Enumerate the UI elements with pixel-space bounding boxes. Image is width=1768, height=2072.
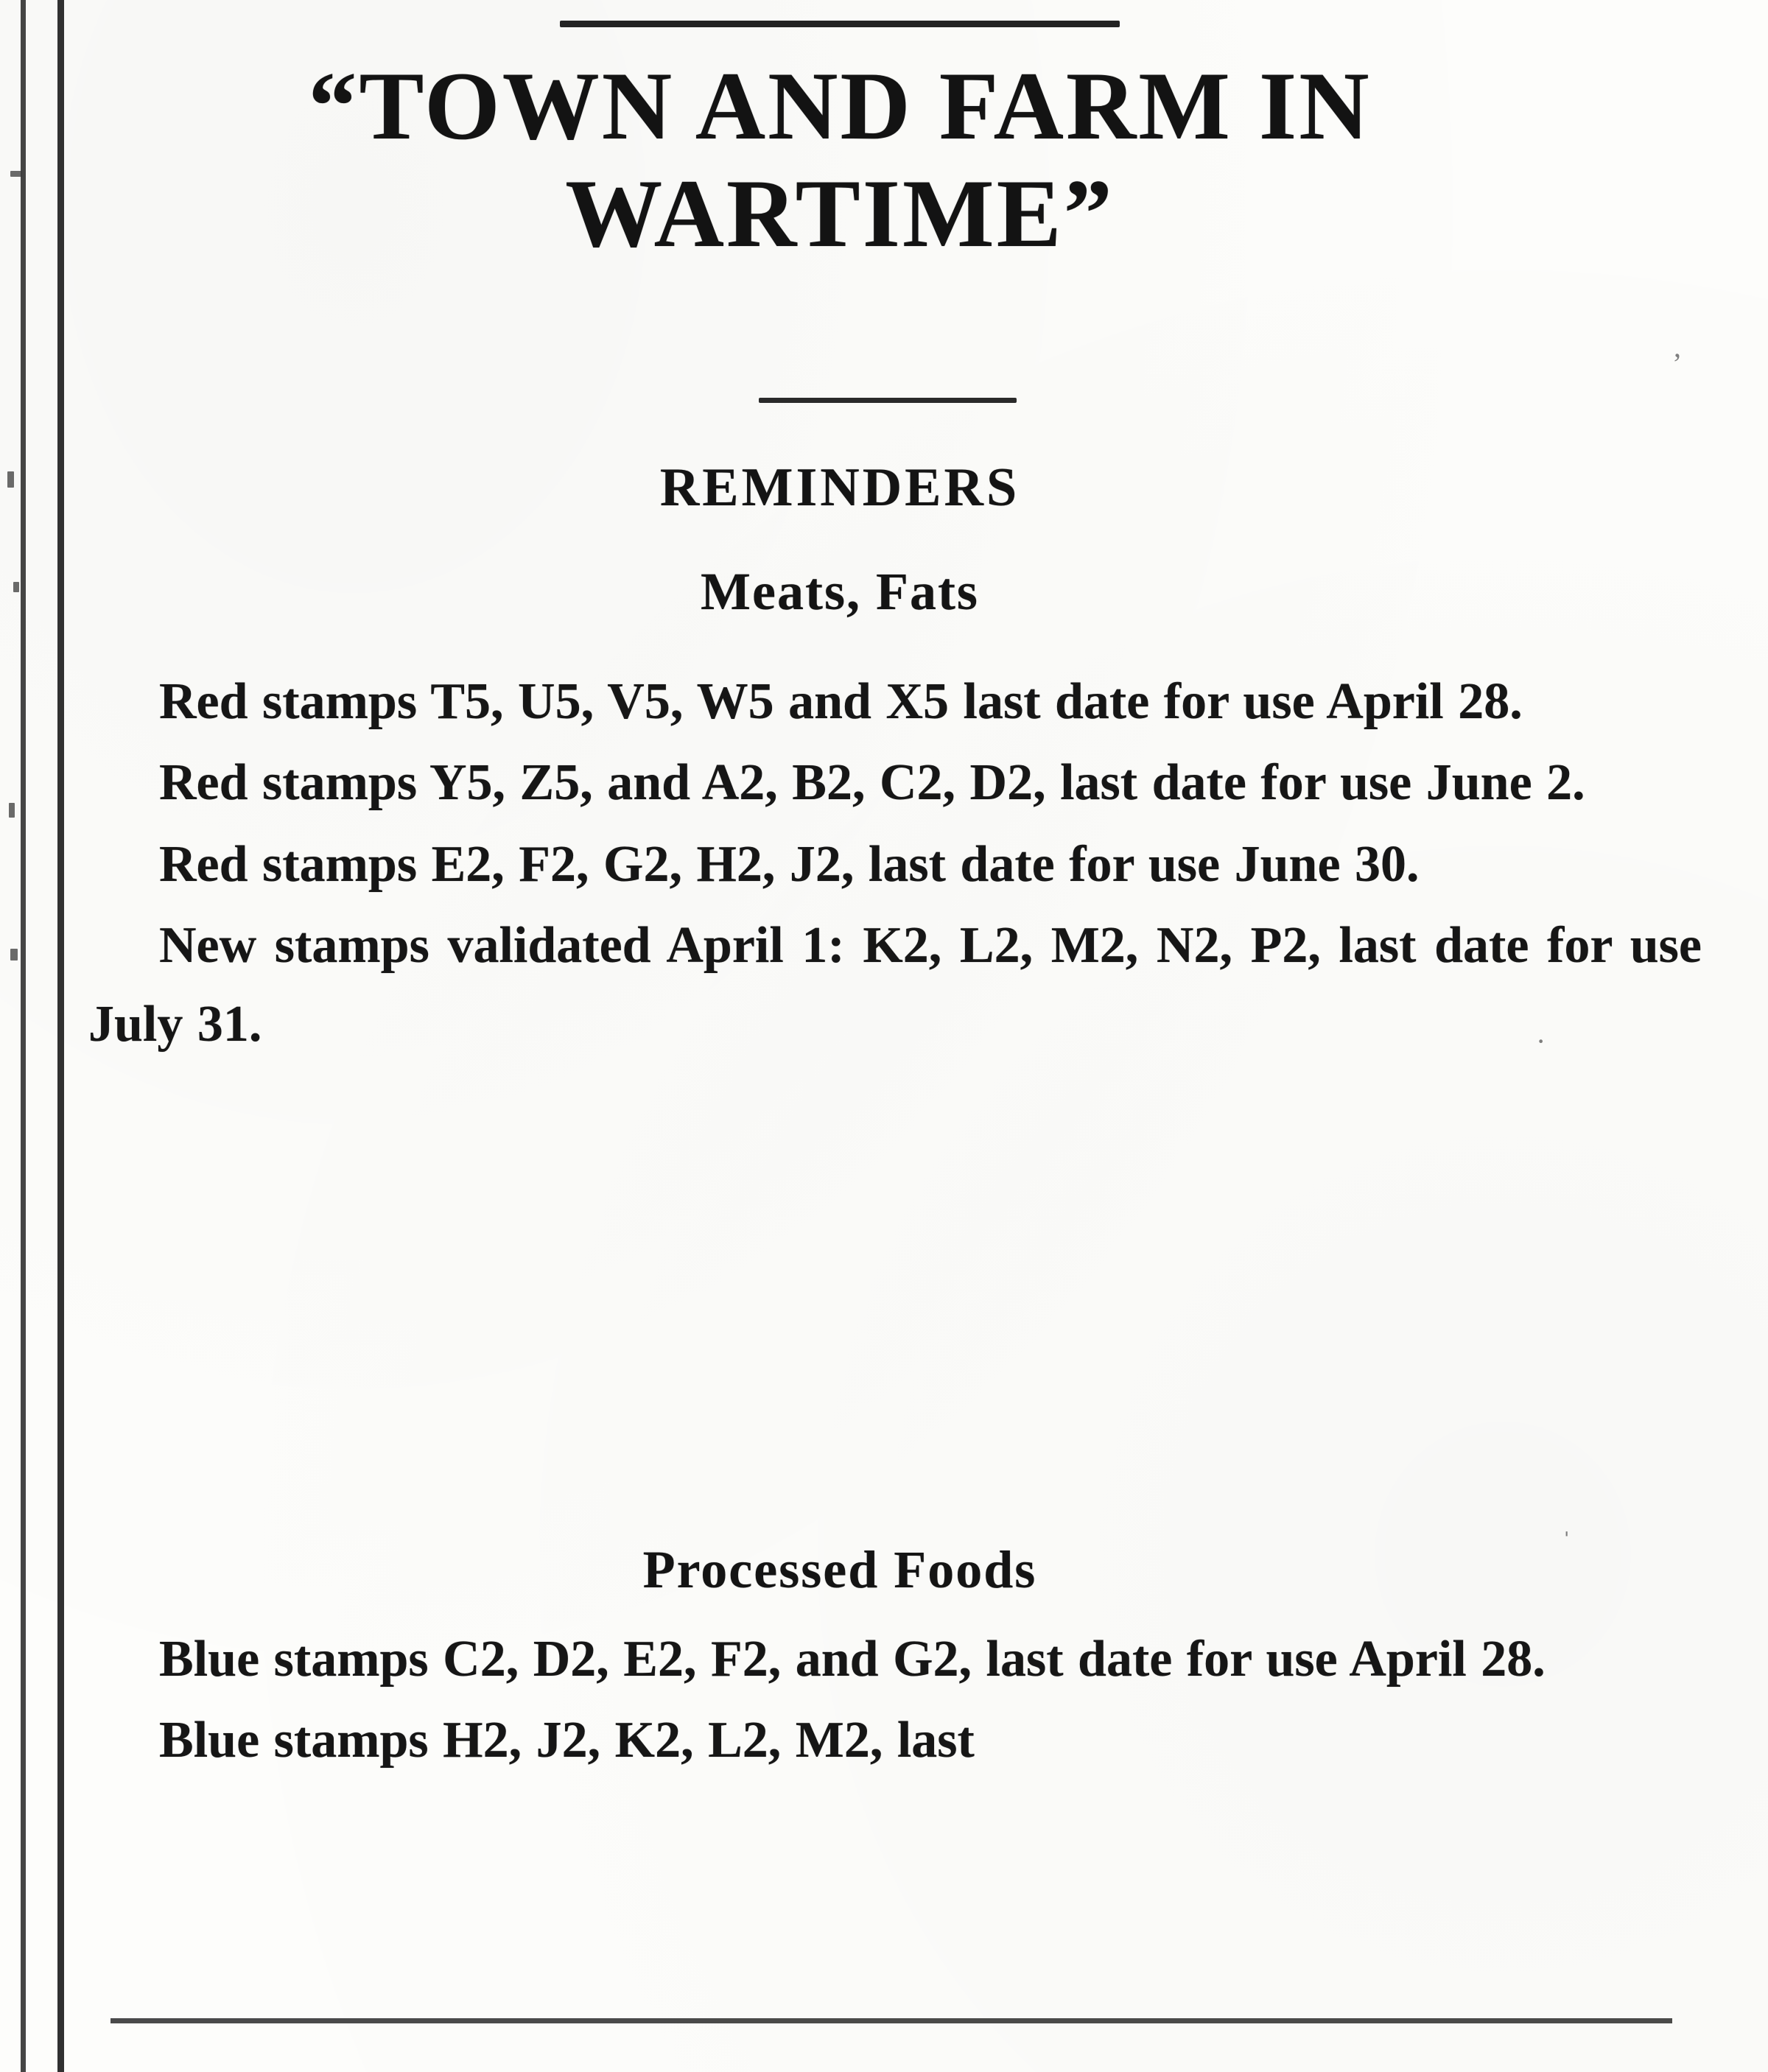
column-rule-outer: [21, 0, 26, 2072]
paragraph: New stamps validated April 1: K2, L2, M2, N2, P2, last date for use July 31.: [88, 917, 1702, 1053]
mid-divider-rule: [759, 398, 1017, 403]
section-title: REMINDERS: [659, 457, 1020, 518]
stray-ink-mark: ’: [1672, 347, 1683, 380]
top-divider-rule: [560, 21, 1120, 27]
subsection-heading-meats-fats: Meats, Fats: [701, 562, 979, 621]
paragraph: Blue stamps C2, D2, E2, F2, and G2, last date for use April 28.: [159, 1631, 1546, 1688]
meats-fats-body: [88, 663, 1702, 1067]
headline: [81, 52, 1599, 267]
margin-speck: [10, 171, 22, 177]
paragraph: Red stamps E2, F2, G2, H2, J2, last date for use June 30.: [159, 835, 1420, 893]
bottom-divider-rule: [110, 2018, 1672, 2023]
margin-speck: [9, 803, 15, 818]
paragraph: Red stamps T5, U5, V5, W5 and X5 last date for use April 28.: [159, 673, 1523, 730]
column-rule-inner: [57, 0, 64, 2072]
subsection-heading-processed-foods: Processed Foods: [642, 1540, 1037, 1599]
article-column: [81, 0, 1753, 2072]
stray-ink-mark: ·: [1536, 1025, 1546, 1058]
margin-speck: [7, 471, 14, 488]
paragraph: Blue stamps H2, J2, K2, L2, M2, last: [159, 1712, 975, 1769]
paragraph: Red stamps Y5, Z5, and A2, B2, C2, D2, last date for use June 2.: [159, 754, 1585, 812]
headline-line-1: “TOWN AND FARM IN: [308, 52, 1372, 160]
margin-speck: [10, 949, 18, 961]
margin-speck: [13, 582, 19, 592]
stray-ink-mark: ˈ: [1562, 1525, 1572, 1559]
processed-foods-body: [88, 1620, 1702, 1783]
headline-line-2: WARTIME”: [565, 159, 1115, 267]
